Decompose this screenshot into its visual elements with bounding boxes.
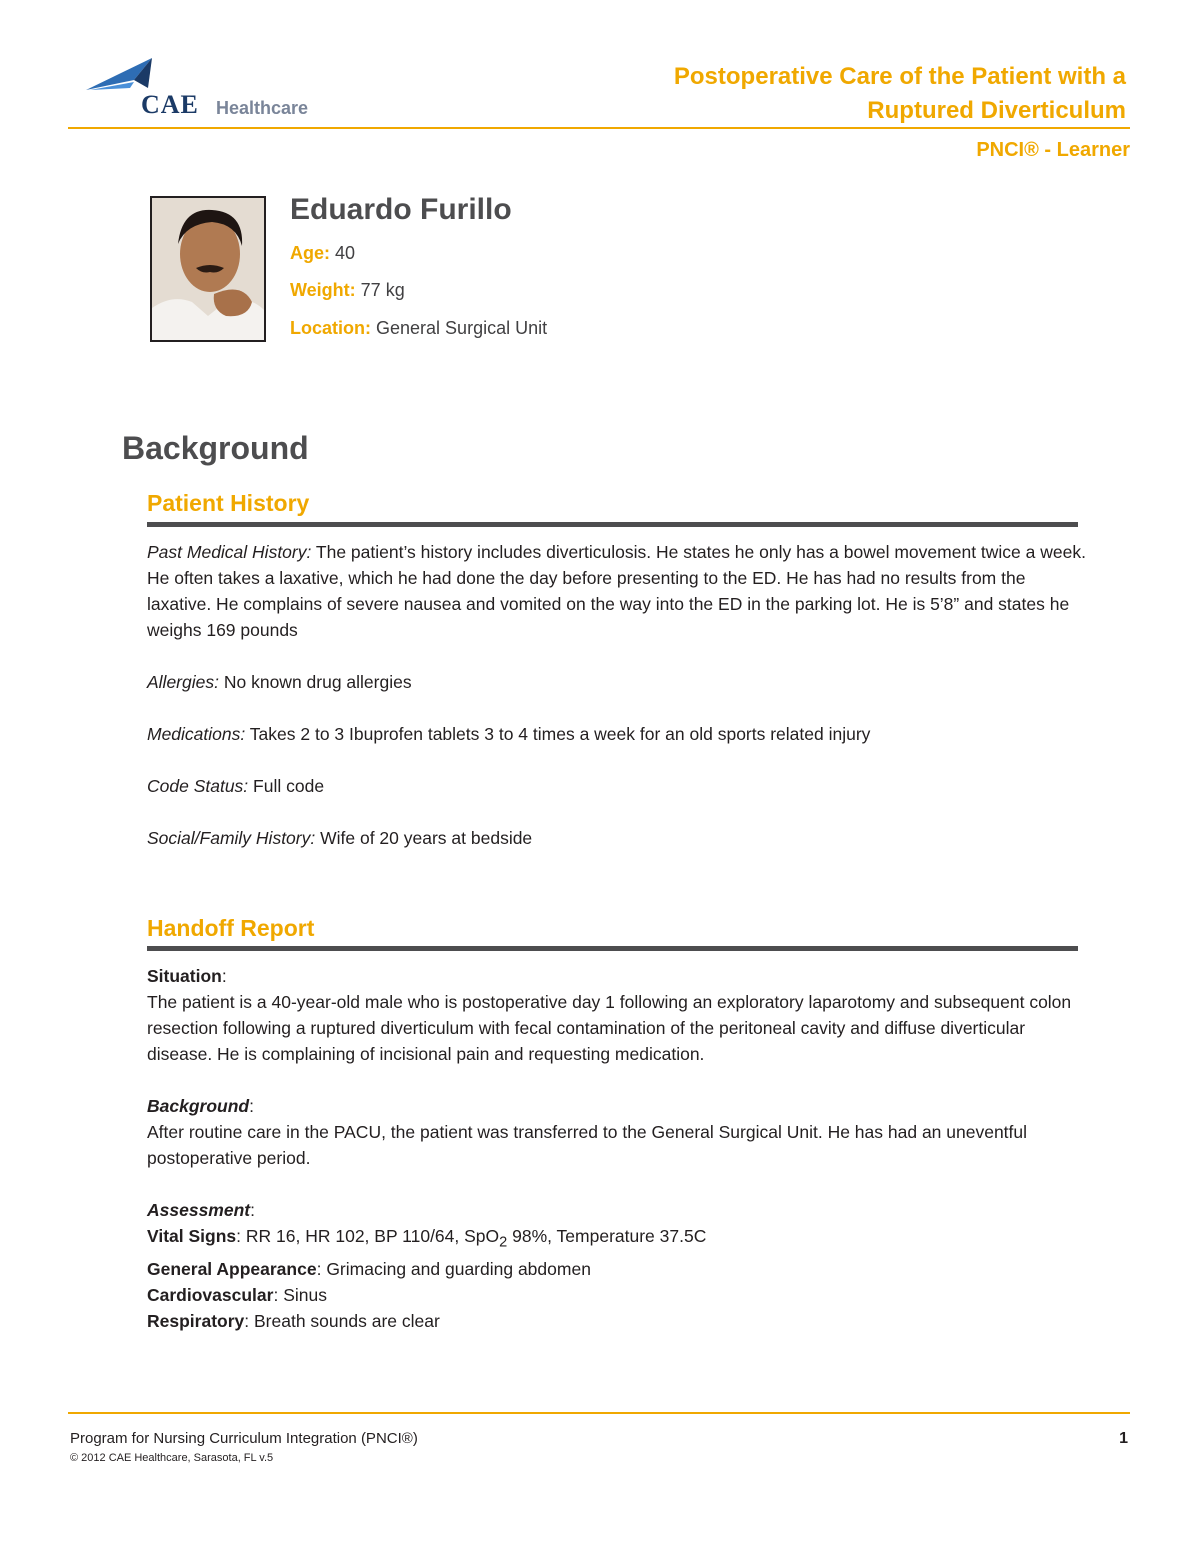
patient-history-divider (147, 522, 1078, 527)
page-number: 1 (1119, 1430, 1128, 1447)
code-status-text: Full code (253, 776, 325, 796)
title-line-1: Postoperative Care of the Patient with a (673, 63, 1126, 90)
logo-wing-icon (86, 58, 186, 94)
medications (147, 721, 1087, 747)
background-label: Background (147, 1096, 250, 1116)
age-label: Age: (290, 243, 330, 263)
background-heading: Background (122, 430, 309, 466)
cardio-text: Sinus (283, 1284, 327, 1305)
allergies-text: No known drug allergies (223, 672, 412, 692)
vital-signs: Vital Signs: RR 16, HR 102, BP 110/64, SpO$_2$ 98%, Temperature 37.5C (147, 1226, 707, 1251)
situation-label: Situation (147, 966, 222, 986)
footer-program: Program for Nursing Curriculum Integration (PNCI®) (70, 1430, 418, 1447)
general-appearance: General Appearance: Grimacing and guarding abdomen (147, 1258, 591, 1279)
patient-age (290, 243, 355, 264)
code-status-label: Code Status: (147, 776, 249, 796)
document-subtitle: PNCI® - Learner (976, 139, 1130, 161)
patient-name: Eduardo Furillo (290, 193, 512, 226)
social-text: Wife of 20 years at bedside (320, 828, 533, 848)
pmh-label: Past Medical History: (147, 542, 312, 562)
past-medical-history (147, 539, 1087, 643)
vitals-text-pre: RR 16, HR 102, BP 110/64, SpO (245, 1226, 500, 1246)
resp-label: Respiratory (147, 1310, 245, 1331)
social-family-history (147, 825, 1087, 851)
patient-location (290, 318, 547, 339)
patient-history-section (147, 539, 1087, 851)
appearance-text: Grimacing and guarding abdomen (326, 1258, 591, 1279)
assessment-label: Assessment (147, 1200, 251, 1220)
background-text: After routine care in the PACU, the patient was transferred to the General Surgical Unit. He has had an uneventful postoperative period. (147, 1122, 1028, 1168)
handoff-report-divider (147, 946, 1078, 951)
social-label: Social/Family History: (147, 828, 316, 848)
allergies-label: Allergies: (147, 672, 219, 692)
situation-text: The patient is a 40-year-old male who is postoperative day 1 following an exploratory laparotomy and subsequent colon resection following a ruptured diverticulum with fecal contamination of the peritoneal cavity and diffuse diverticular disease. He is complaining of incisional pain and requesting medication. (147, 992, 1072, 1064)
title-line-2: Ruptured Diverticulum (867, 97, 1126, 124)
patient-portrait-icon (152, 198, 264, 340)
header-divider (68, 127, 1130, 129)
handoff-report-section (147, 963, 1087, 1334)
vitals-text-post: 98%, Temperature 37.5C (507, 1226, 707, 1246)
age-value: 40 (335, 243, 356, 263)
code-status (147, 773, 1087, 799)
vitals-subscript: 2 (499, 1234, 508, 1251)
handoff-report-heading: Handoff Report (147, 915, 315, 941)
logo-cae-text: CAE (141, 90, 199, 119)
appearance-label: General Appearance (147, 1258, 317, 1279)
medications-label: Medications: (147, 724, 246, 744)
resp-text: Breath sounds are clear (254, 1310, 440, 1331)
document-title (506, 60, 1126, 128)
situation-heading: Situation: (147, 966, 227, 986)
footer-copyright: © 2012 CAE Healthcare, Sarasota, FL v.5 (70, 1452, 274, 1464)
pmh-text: The patient’s history includes diverticulosis. He states he only has a bowel movement twice a week. He often takes a laxative, which he had done the day before presenting to the ED. He has had no results from the laxative. He complains of severe nausea and vomited on the way into the ED in the parking lot. He is 5’8” and states he weighs 169 pounds (147, 542, 1086, 640)
location-value: General Surgical Unit (376, 318, 548, 338)
vitals-label: Vital Signs (147, 1226, 237, 1246)
cardio-label: Cardiovascular (147, 1284, 274, 1305)
cae-healthcare-logo (86, 58, 326, 122)
weight-label: Weight: (290, 280, 356, 300)
assessment-heading: Assessment: (147, 1200, 255, 1220)
background-subheading: Background: (147, 1096, 254, 1116)
footer-divider (68, 1412, 1130, 1414)
respiratory: Respiratory: Breath sounds are clear (147, 1310, 440, 1331)
cardiovascular: Cardiovascular: Sinus (147, 1284, 327, 1305)
patient-history-heading: Patient History (147, 490, 310, 516)
location-label: Location: (290, 318, 371, 338)
allergies (147, 669, 1087, 695)
medications-text: Takes 2 to 3 Ibuprofen tablets 3 to 4 times a week for an old sports related injury (249, 724, 871, 744)
patient-photo (150, 196, 266, 342)
weight-value: 77 kg (360, 280, 405, 300)
patient-weight (290, 280, 405, 301)
logo-healthcare-text: Healthcare (216, 98, 309, 118)
